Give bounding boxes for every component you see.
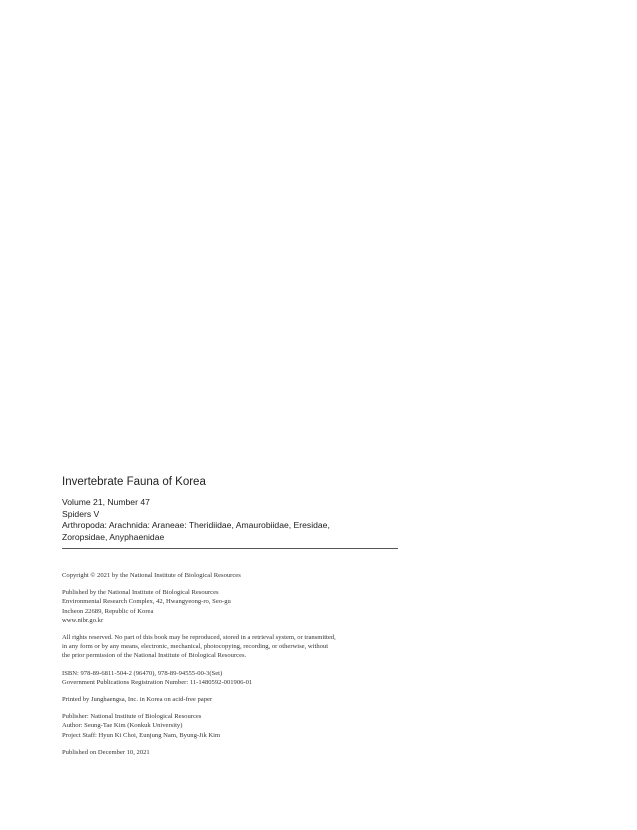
registration-line: Government Publications Registration Number: 11-1480592-001906-01 xyxy=(62,678,253,686)
divider-rule xyxy=(62,548,398,549)
credits-paragraph xyxy=(62,712,407,740)
isbn-paragraph xyxy=(62,669,407,687)
book-subtitle: Spiders V xyxy=(62,508,100,519)
publication-date-paragraph xyxy=(62,748,407,757)
publisher-credit-line: Publisher: National Institute of Biological Resources xyxy=(62,713,202,721)
series-title: Invertebrate Fauna of Korea xyxy=(62,476,206,488)
taxonomy-line: Arthropoda: Arachnida: Araneae: Theridiidae, Amaurobiidae, Eresidae, xyxy=(62,520,330,530)
book-title-block xyxy=(62,475,398,543)
publication-date-line: Published on December 10, 2021 xyxy=(62,748,150,756)
rights-line: All rights reserved. No part of this book may be reproduced, stored in a retrieval system, or transmitted, xyxy=(62,634,336,642)
address-line: Incheon 22689, Republic of Korea xyxy=(62,607,154,615)
website-line: www.nibr.go.kr xyxy=(62,616,104,624)
author-credit-line: Author: Seung-Tae Kim (Konkuk University) xyxy=(62,722,183,730)
copyright-line: Copyright © 2021 by the National Institute of Biological Resources xyxy=(62,572,241,579)
rights-line: in any form or by any means, electronic, mechanical, photocopying, recording, or otherwise, without xyxy=(62,643,329,651)
publisher-line: Published by the National Institute of Biological Resources xyxy=(62,589,219,597)
colophon xyxy=(62,571,407,765)
copyright-paragraph xyxy=(62,571,407,580)
printer-paragraph xyxy=(62,695,407,704)
staff-credit-line: Project Staff: Hyun Ki Choi, Eunjung Nam, Byung-Jik Kim xyxy=(62,731,221,739)
rights-paragraph xyxy=(62,633,407,661)
publisher-address-paragraph xyxy=(62,588,407,625)
volume-number: Volume 21, Number 47 xyxy=(62,497,150,507)
taxonomy-line: Zoropsidae, Anyphaenidae xyxy=(62,531,165,542)
rights-line: the prior permission of the National Institute of Biological Resources. xyxy=(62,652,247,660)
address-line: Environmental Research Complex, 42, Hwangyeong-ro, Seo-gu xyxy=(62,598,231,606)
printer-line: Printed by Junghaengsa, Inc. in Korea on acid-free paper xyxy=(62,696,213,704)
isbn-line: ISBN: 978-89-6811-504-2 (96470), 978-89-94555-00-3(Set) xyxy=(62,669,223,677)
